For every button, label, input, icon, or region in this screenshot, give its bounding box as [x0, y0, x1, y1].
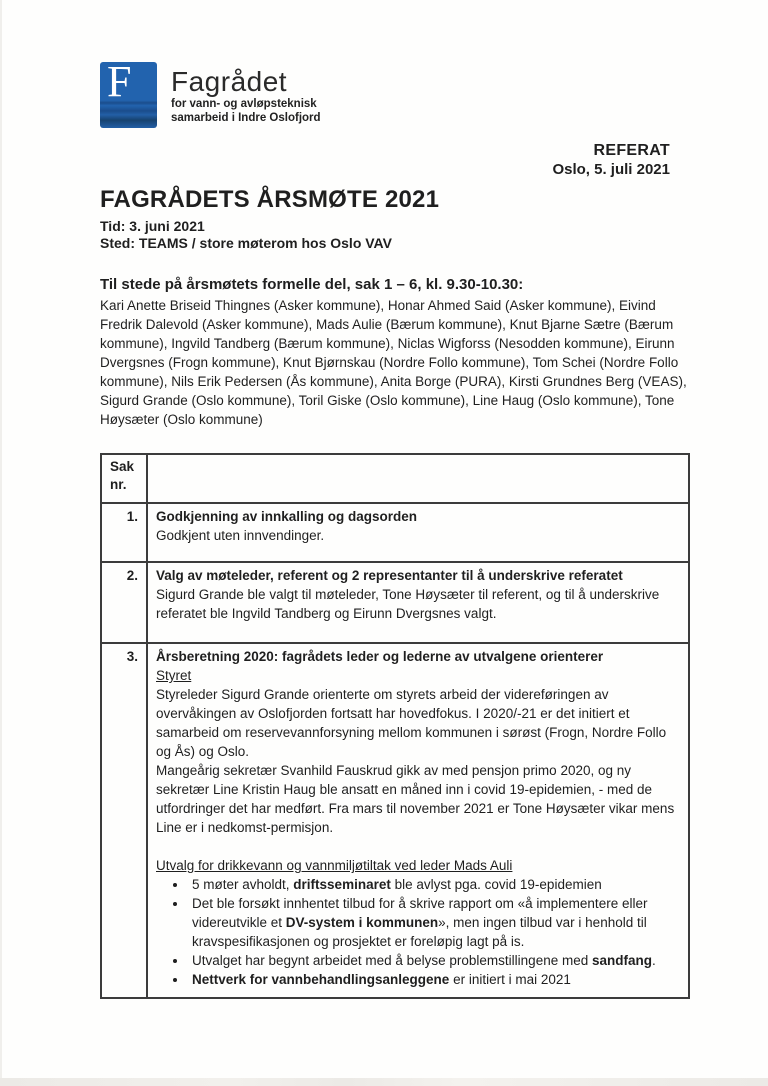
org-subtitle-line2: samarbeid i Indre Oslofjord — [171, 112, 321, 124]
attendance-heading: Til stede på årsmøtets formelle del, sak 1 – 6, kl. 9.30-10.30: — [100, 276, 524, 293]
document-meta — [100, 142, 692, 178]
table-header-empty — [147, 454, 689, 503]
table-row — [101, 562, 689, 643]
bullet-text: . — [652, 953, 656, 968]
document-date: Oslo, 5. juli 2021 — [552, 161, 670, 178]
bullet-bold-text: DV-system i kommunen — [285, 915, 439, 930]
scan-edge-strip — [0, 1078, 768, 1086]
utvalg-bullet-list — [156, 875, 680, 989]
bullet-item — [188, 894, 680, 951]
sak-content — [147, 503, 689, 562]
attendance-names: Kari Anette Briseid Thingnes (Asker kommune), Honar Ahmed Said (Asker kommune), Eivind Fredrik Dalevold (Asker kommune), Mads Aulie (Bærum kommune), Knut Bjarne Sætre (Bærum kommune), Ingvild Tandberg (Bærum kommune), Niclas Wigforss (Nesodden kommune), Eirunn Dvergsnes (Frogn kommune), Knut Bjørnskau (Nordre Follo kommune), Tom Schei (Nordre Follo kommune), Nils Erik Pedersen (Ås kommune), Anita Borge (PURA), Kirsti Grundnes Berg (VEAS), Sigurd Grande (Oslo kommune), Toril Giske (Oslo kommune), Line Haug (Oslo kommune), Tone Høysæter (Oslo kommune) — [100, 298, 687, 427]
bullet-text: 5 møter avholdt, — [192, 877, 294, 892]
agenda-table — [100, 453, 690, 999]
sak-number: 2. — [101, 562, 147, 643]
sak-number: 1. — [101, 503, 147, 562]
table-row — [101, 643, 689, 998]
logo-text — [171, 62, 321, 125]
org-logo — [100, 57, 692, 128]
bullet-bold-text: sandfang — [591, 953, 652, 968]
bullet-item — [188, 875, 680, 894]
sak-body: Sigurd Grande ble valgt til møteleder, Tone Høysæter til referent, og til å underskrive referatet ble Ingvild Tandberg og Eirunn Dvergsnes valgt. — [156, 587, 660, 621]
styret-heading: Styret — [156, 668, 192, 683]
table-header-sak-nr — [101, 454, 147, 503]
bullet-text: », men ingen tilbud var i henhold til kravspesifikasjonen og prosjektet er foreløpig lagt på is. — [192, 915, 647, 949]
styret-paragraph-2: Mangeårig sekretær Svanhild Fauskrud gikk av med pensjon primo 2020, og ny sekretær Line Kristin Haug ble ansatt en måned inn i covid 19-epidemien, - med de utfordringer det har medført. Fra mars til november 2021 er Tone Høysæter vikar mens Line er i nedkomst-permisjon. — [156, 763, 675, 835]
logo-f-icon — [100, 57, 157, 128]
bullet-bold-text: driftsseminaret — [293, 877, 391, 892]
sak-body: Godkjent uten innvendinger. — [156, 528, 325, 543]
meeting-time: Tid: 3. juni 2021 — [100, 218, 205, 234]
bullet-text: er initiert i mai 2021 — [449, 972, 571, 987]
sak-title: Valg av møteleder, referent og 2 representanter til å underskrive referatet — [156, 568, 623, 583]
sak-content — [147, 562, 689, 643]
table-header-row — [101, 454, 689, 503]
bullet-bold-text: Nettverk for vannbehandlingsanleggene — [192, 972, 450, 987]
bullet-text: Utvalget har begynt arbeidet med å belyse problemstillingene med — [192, 953, 592, 968]
org-name: Fagrådet — [171, 66, 288, 97]
bullet-item — [188, 951, 680, 970]
document-type-label: REFERAT — [593, 142, 670, 159]
org-subtitle-line1: for vann- og avløpsteknisk — [171, 98, 317, 110]
bullet-item — [188, 970, 680, 989]
sak-number: 3. — [101, 643, 147, 998]
document-content — [100, 0, 692, 999]
table-row — [101, 503, 689, 562]
header-line-sak: Sak — [110, 459, 135, 474]
bullet-text: Det ble forsøkt innhentet tilbud for å skrive rapport om «å implementere eller videreutvikle et — [192, 896, 648, 930]
sak-title: Årsberetning 2020: fagrådets leder og lederne av utvalgene orienterer — [156, 649, 604, 664]
bullet-text: ble avlyst pga. covid 19-epidemien — [390, 877, 602, 892]
sak-content — [147, 643, 689, 998]
page-title: FAGRÅDETS ÅRSMØTE 2021 — [100, 186, 440, 213]
meeting-place: Sted: TEAMS / store møterom hos Oslo VAV — [100, 235, 392, 251]
sak-title: Godkjenning av innkalling og dagsorden — [156, 509, 418, 524]
logo-letter: F — [107, 57, 132, 106]
blank-line — [156, 837, 680, 856]
utvalg-heading: Utvalg for drikkevann og vannmiljøtiltak ved leder Mads Auli — [156, 858, 513, 873]
header-line-nr: nr. — [110, 477, 127, 492]
styret-paragraph-1: Styreleder Sigurd Grande orienterte om styrets arbeid der videreføringen av overvåkingen av Oslofjorden fortsatt har hovedfokus. I 2020/-21 er det initiert et samarbeid om reservevannforsyning mellom kommunen i sørøst (Frogn, Nordre Follo og Ås) og Oslo. — [156, 687, 667, 759]
